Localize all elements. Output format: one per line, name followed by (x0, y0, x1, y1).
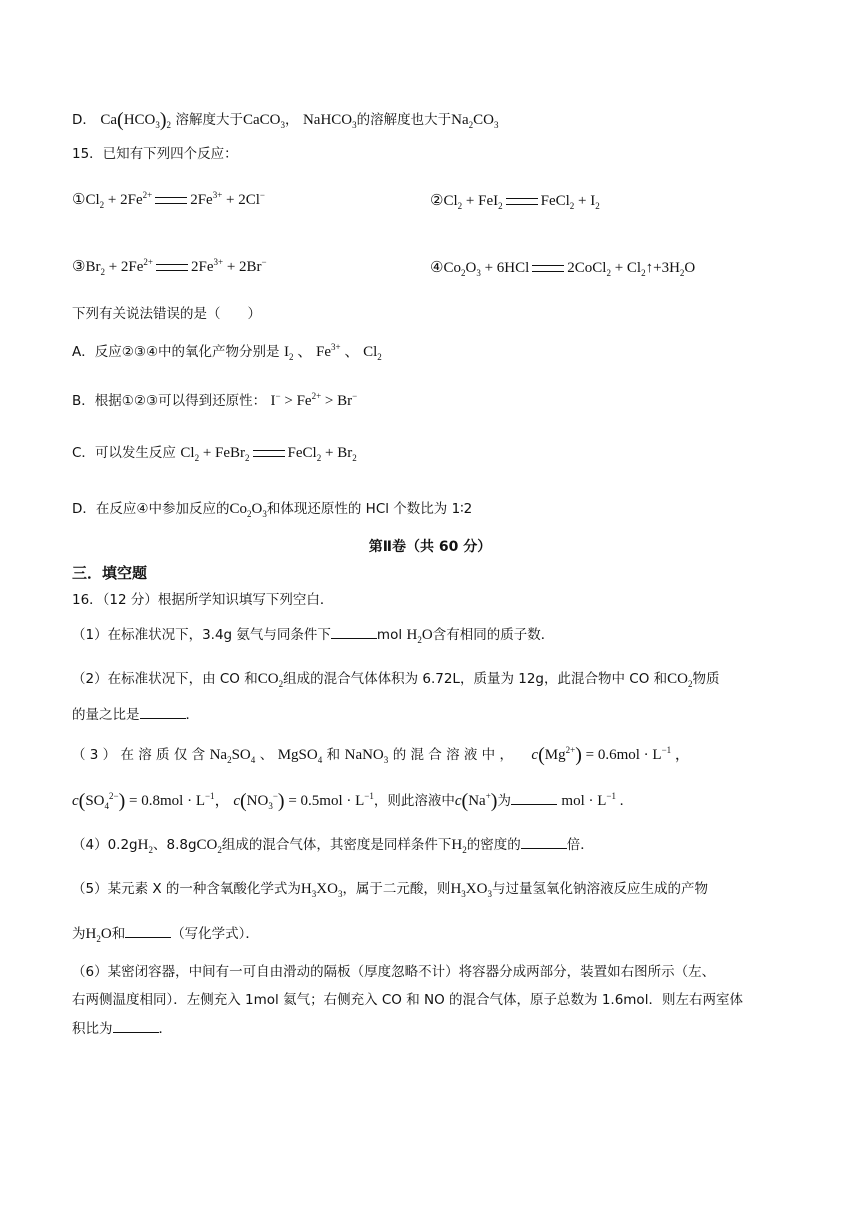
q16-stem: 16．（12 分）根据所学知识填写下列空白． (72, 592, 334, 608)
q16-part-6-line3: 积比为 ． (72, 1021, 172, 1037)
q15-option-c: C．可以发生反应 $Cl_2$ + FeBr$_2$ FeCl$_2$ + $Br_2$ (72, 445, 357, 463)
q14-option-d: D． $Ca(HCO_3)_2$ 溶解度大于CaCO$_3$， NaHCO$_3$的溶解度也大于$Na_2CO_3$ (72, 109, 499, 131)
q16-part-5-line2: 为$H_2O$和 （写化学式）． (72, 926, 259, 944)
answer-blank[interactable] (113, 1020, 159, 1033)
answer-blank[interactable] (140, 706, 186, 719)
reaction-1: $①Cl_2 + 2Fe^{2+}$ $2Fe^{3+} + 2Cl^-$ (72, 190, 265, 210)
answer-blank[interactable] (521, 836, 567, 849)
q16-part-4: $(4)0.2gH_2$、8.8gCO$_2$组成的混合气体，其密度是同样条件下$H_2$的密度的 倍． (72, 837, 594, 855)
q16-part-2-line2: 的量之比是 ． (72, 707, 199, 723)
q16-part-5-line1: （5）某元素 X 的一种含氧酸化学式为$H_3XO_3$，属于二元酸，则$H_3XO_3$与过量氢氧化钠溶液反应生成的产物 (72, 881, 708, 899)
reaction-3: $③Br_2 + 2Fe^{2+}$ $2Fe^{3+} + 2Br^-$ (72, 257, 267, 277)
reaction-4: $④Co_2O_3 + 6HCl$ 2CoCl$_2$ + $Cl_2↑+3H_2O$ (430, 260, 696, 278)
q15-question: 下列有关说法错误的是（ ） (72, 306, 261, 322)
answer-blank[interactable] (125, 925, 171, 938)
reaction-2: $②Cl_2 + FeI_2$ FeCl$_2$ + $I_2$ (430, 193, 600, 211)
section-title: 第Ⅱ卷（共 60 分） (368, 539, 492, 555)
q16-part-2-line1: （2）在标准状况下，由 CO 和$CO_2$组成的混合气体体积为 6.72L，质量为 12g，此混合物中 CO 和$CO_2$物质 (72, 671, 720, 689)
q16-part-1: （1）在标准状况下，3.4g 氨气与同条件下 mol $H_2O$含有相同的质子数． (72, 627, 555, 645)
answer-blank[interactable] (511, 792, 557, 805)
q15-option-b: B．根据①②③可以得到还原性： $I^- > Fe^{2+} > Br^-$ (72, 391, 358, 409)
section-heading: 三．填空题 (72, 564, 148, 582)
q16-part-6-line2: 右两侧温度相同）．左侧充入 1mol 氦气；右侧充入 CO 和 NO 的混合气体，原子总数为 1.6mol．则左右两室体 (72, 992, 743, 1008)
q16-part-6-line1: （6）某密闭容器，中间有一可自由滑动的隔板（厚度忽略不计）将容器分成两部分，装置如右图所示（左、 (72, 964, 716, 980)
q16-part-3-line2: $c(SO_4^{2-}) = 0.8mol \cdot L^{-1}$， $c(NO_3^-) = 0.5mol \cdot L^{-1}$，则此溶液中c(Na+)为 mol · $L^{-1}$ . (72, 790, 624, 812)
q16-part-3-line1: （ 3 ） 在 溶 质 仅 含 $Na_2SO_4$ 、 MgSO$_4$ 和 NaNO$_3$ 的 混 合 溶 液 中 ， $c(Mg^{2+}) = 0.6mol \cdot L^{-1}$ ， (72, 744, 690, 766)
answer-blank[interactable] (331, 626, 377, 639)
q15-option-a: A．反应②③④中的氧化产物分别是 $I_2$ 、 $Fe^{3+}$ 、 $Cl_2$ (72, 342, 382, 362)
option-label: D． (72, 112, 96, 128)
q15-stem: 15．已知有下列四个反应： (72, 146, 238, 162)
q15-option-d: D．在反应④中参加反应的$Co_2O_3$和体现还原性的 HCl 个数比为 1∶2 (72, 501, 473, 519)
